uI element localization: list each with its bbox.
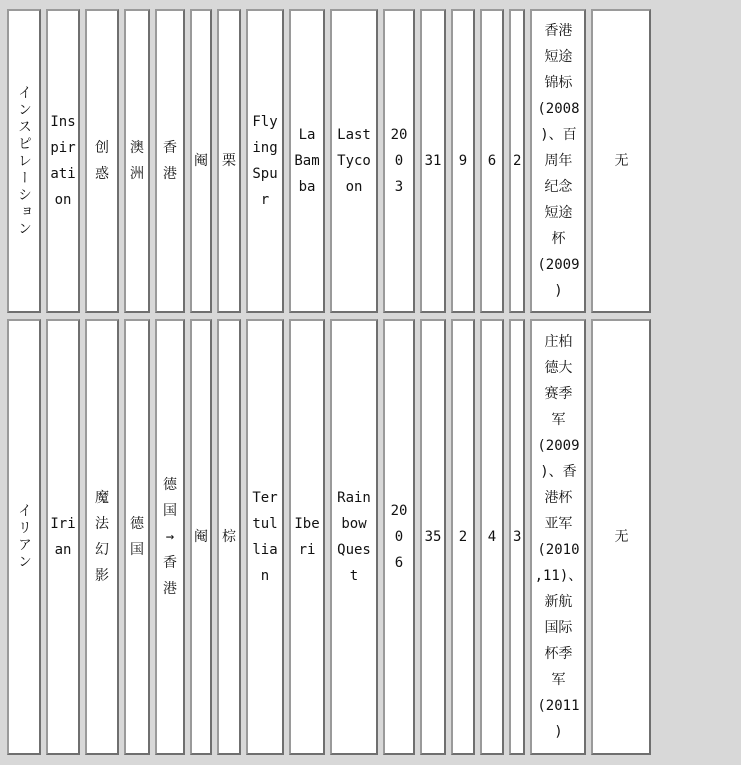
cell-katakana: イリアン [7,319,41,755]
cell-starts: 31 [420,9,446,313]
cell-wins: 2 [451,319,475,755]
cell-chinese-name: 创 惑 [85,9,119,313]
cell-honors: 香港 短途 锦标 (2008 )、百 周年 纪念 短途 杯 (2009 ) [530,9,586,313]
cell-region: 德 国 → 香 港 [155,319,185,755]
cell-gender: 阉 [190,319,212,755]
cell-wins: 9 [451,9,475,313]
cell-thirds: 2 [509,9,525,313]
cell-english-name: Ins pir ati on [46,9,80,313]
cell-dam: La Bam ba [289,9,325,313]
cell-color: 棕 [217,319,241,755]
cell-sire: Fly ing Spu r [246,9,284,313]
cell-thirds: 3 [509,319,525,755]
cell-sire: Ter tul lia n [246,319,284,755]
table-row [7,9,651,313]
cell-origin: 澳 洲 [124,9,150,313]
cell-katakana: インスピレーション [7,9,41,313]
cell-year: 200 3 [383,9,415,313]
cell-honors: 庄柏 德大 赛季 军 (2009 )、香 港杯 亚军 (2010 ,11)、 新航 国际 杯季 军 (2011 ) [530,319,586,755]
cell-notes: 无 [591,9,651,313]
cell-year: 200 6 [383,319,415,755]
cell-color: 栗 [217,9,241,313]
table-row [7,319,651,755]
cell-origin: 德 国 [124,319,150,755]
cell-damsire: Rain bow Ques t [330,319,378,755]
cell-dam: Ibe ri [289,319,325,755]
cell-seconds: 6 [480,9,504,313]
cell-region: 香 港 [155,9,185,313]
cell-gender: 阉 [190,9,212,313]
cell-english-name: Iri an [46,319,80,755]
cell-seconds: 4 [480,319,504,755]
cell-damsire: Last Tyco on [330,9,378,313]
horse-data-table [2,3,656,761]
cell-notes: 无 [591,319,651,755]
cell-starts: 35 [420,319,446,755]
cell-chinese-name: 魔 法 幻 影 [85,319,119,755]
